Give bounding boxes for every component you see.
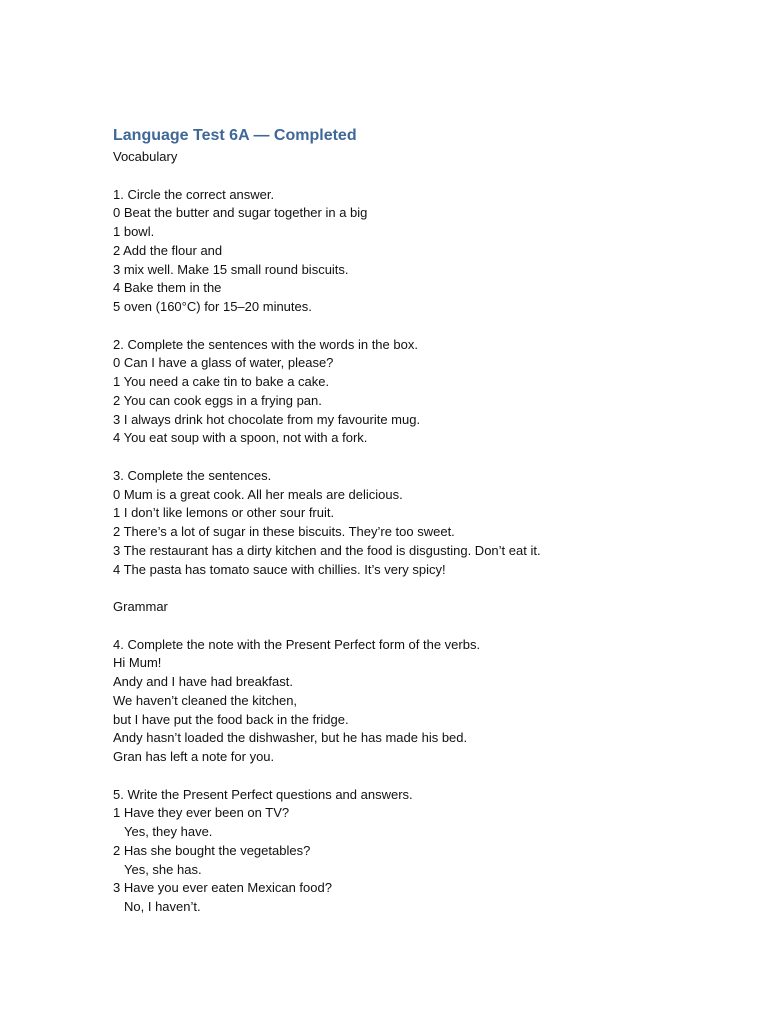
answer-line: No, I haven’t. (124, 899, 201, 914)
exercise-line: Andy and I have had breakfast. (113, 674, 293, 689)
spacer (113, 167, 733, 186)
exercise-line: 1 bowl. (113, 224, 155, 239)
exercise-line: 2 Add the flour and (113, 242, 223, 258)
exercise-line: Gran has left a note for you. (113, 749, 275, 764)
exercise-5 (113, 786, 733, 917)
exercise-line: 1 You need a cake tin to bake a cake. (113, 374, 330, 389)
question-line: 1 Have they ever been on TV? (113, 805, 290, 821)
exercise-line: 4 You eat soup with a spoon, not with a fork. (113, 430, 368, 446)
exercise-line: 3 mix well. Make 15 small round biscuits. (113, 261, 349, 277)
page-title: Language Test 6A — Completed (113, 127, 357, 144)
exercise-line: 3 The restaurant has a dirty kitchen and the food is disgusting. Don’t eat it. (113, 542, 541, 558)
spacer (113, 767, 733, 786)
exercise-heading: 2. Complete the sentences with the words in the box. (113, 336, 418, 352)
exercise-line: but I have put the food back in the fridge. (113, 711, 349, 727)
exercise-line: We haven’t cleaned the kitchen, (113, 692, 298, 708)
exercise-3 (113, 467, 733, 580)
exercise-1 (113, 186, 733, 317)
answer-line: Yes, she has. (124, 861, 202, 877)
document-page (113, 124, 733, 917)
exercise-line: 5 oven (160°C) for 15–20 minutes. (113, 299, 312, 314)
section-heading-vocabulary: Vocabulary (113, 149, 178, 164)
exercise-line: 0 Beat the butter and sugar together in a big (113, 205, 368, 221)
exercise-heading: 3. Complete the sentences. (113, 467, 272, 483)
exercise-2 (113, 336, 733, 449)
exercise-line: 0 Mum is a great cook. All her meals are delicious. (113, 486, 403, 502)
exercise-line: 4 The pasta has tomato sauce with chillies. It’s very spicy! (113, 561, 446, 577)
exercise-line: 1 I don’t like lemons or other sour fruit. (113, 505, 335, 521)
spacer (113, 579, 733, 598)
spacer (113, 317, 733, 336)
answer-line: Yes, they have. (124, 824, 213, 839)
exercise-4 (113, 636, 733, 767)
exercise-line: 4 Bake them in the (113, 280, 222, 296)
spacer (113, 617, 733, 636)
exercise-heading: 1. Circle the correct answer. (113, 186, 275, 202)
exercise-line: Andy hasn’t loaded the dishwasher, but he has made his bed. (113, 730, 468, 746)
question-line: 2 Has she bought the vegetables? (113, 842, 311, 858)
exercise-line: Hi Mum! (113, 655, 162, 671)
spacer (113, 448, 733, 467)
exercise-heading: 4. Complete the note with the Present Perfect form of the verbs. (113, 636, 481, 652)
question-line: 3 Have you ever eaten Mexican food? (113, 880, 332, 896)
exercise-line: 2 You can cook eggs in a frying pan. (113, 392, 322, 408)
section-heading-grammar: Grammar (113, 599, 168, 614)
exercise-heading: 5. Write the Present Perfect questions and answers. (113, 786, 413, 802)
exercise-line: 0 Can I have a glass of water, please? (113, 355, 334, 371)
exercise-line: 3 I always drink hot chocolate from my favourite mug. (113, 411, 421, 427)
exercise-line: 2 There’s a lot of sugar in these biscuits. They’re too sweet. (113, 524, 455, 539)
